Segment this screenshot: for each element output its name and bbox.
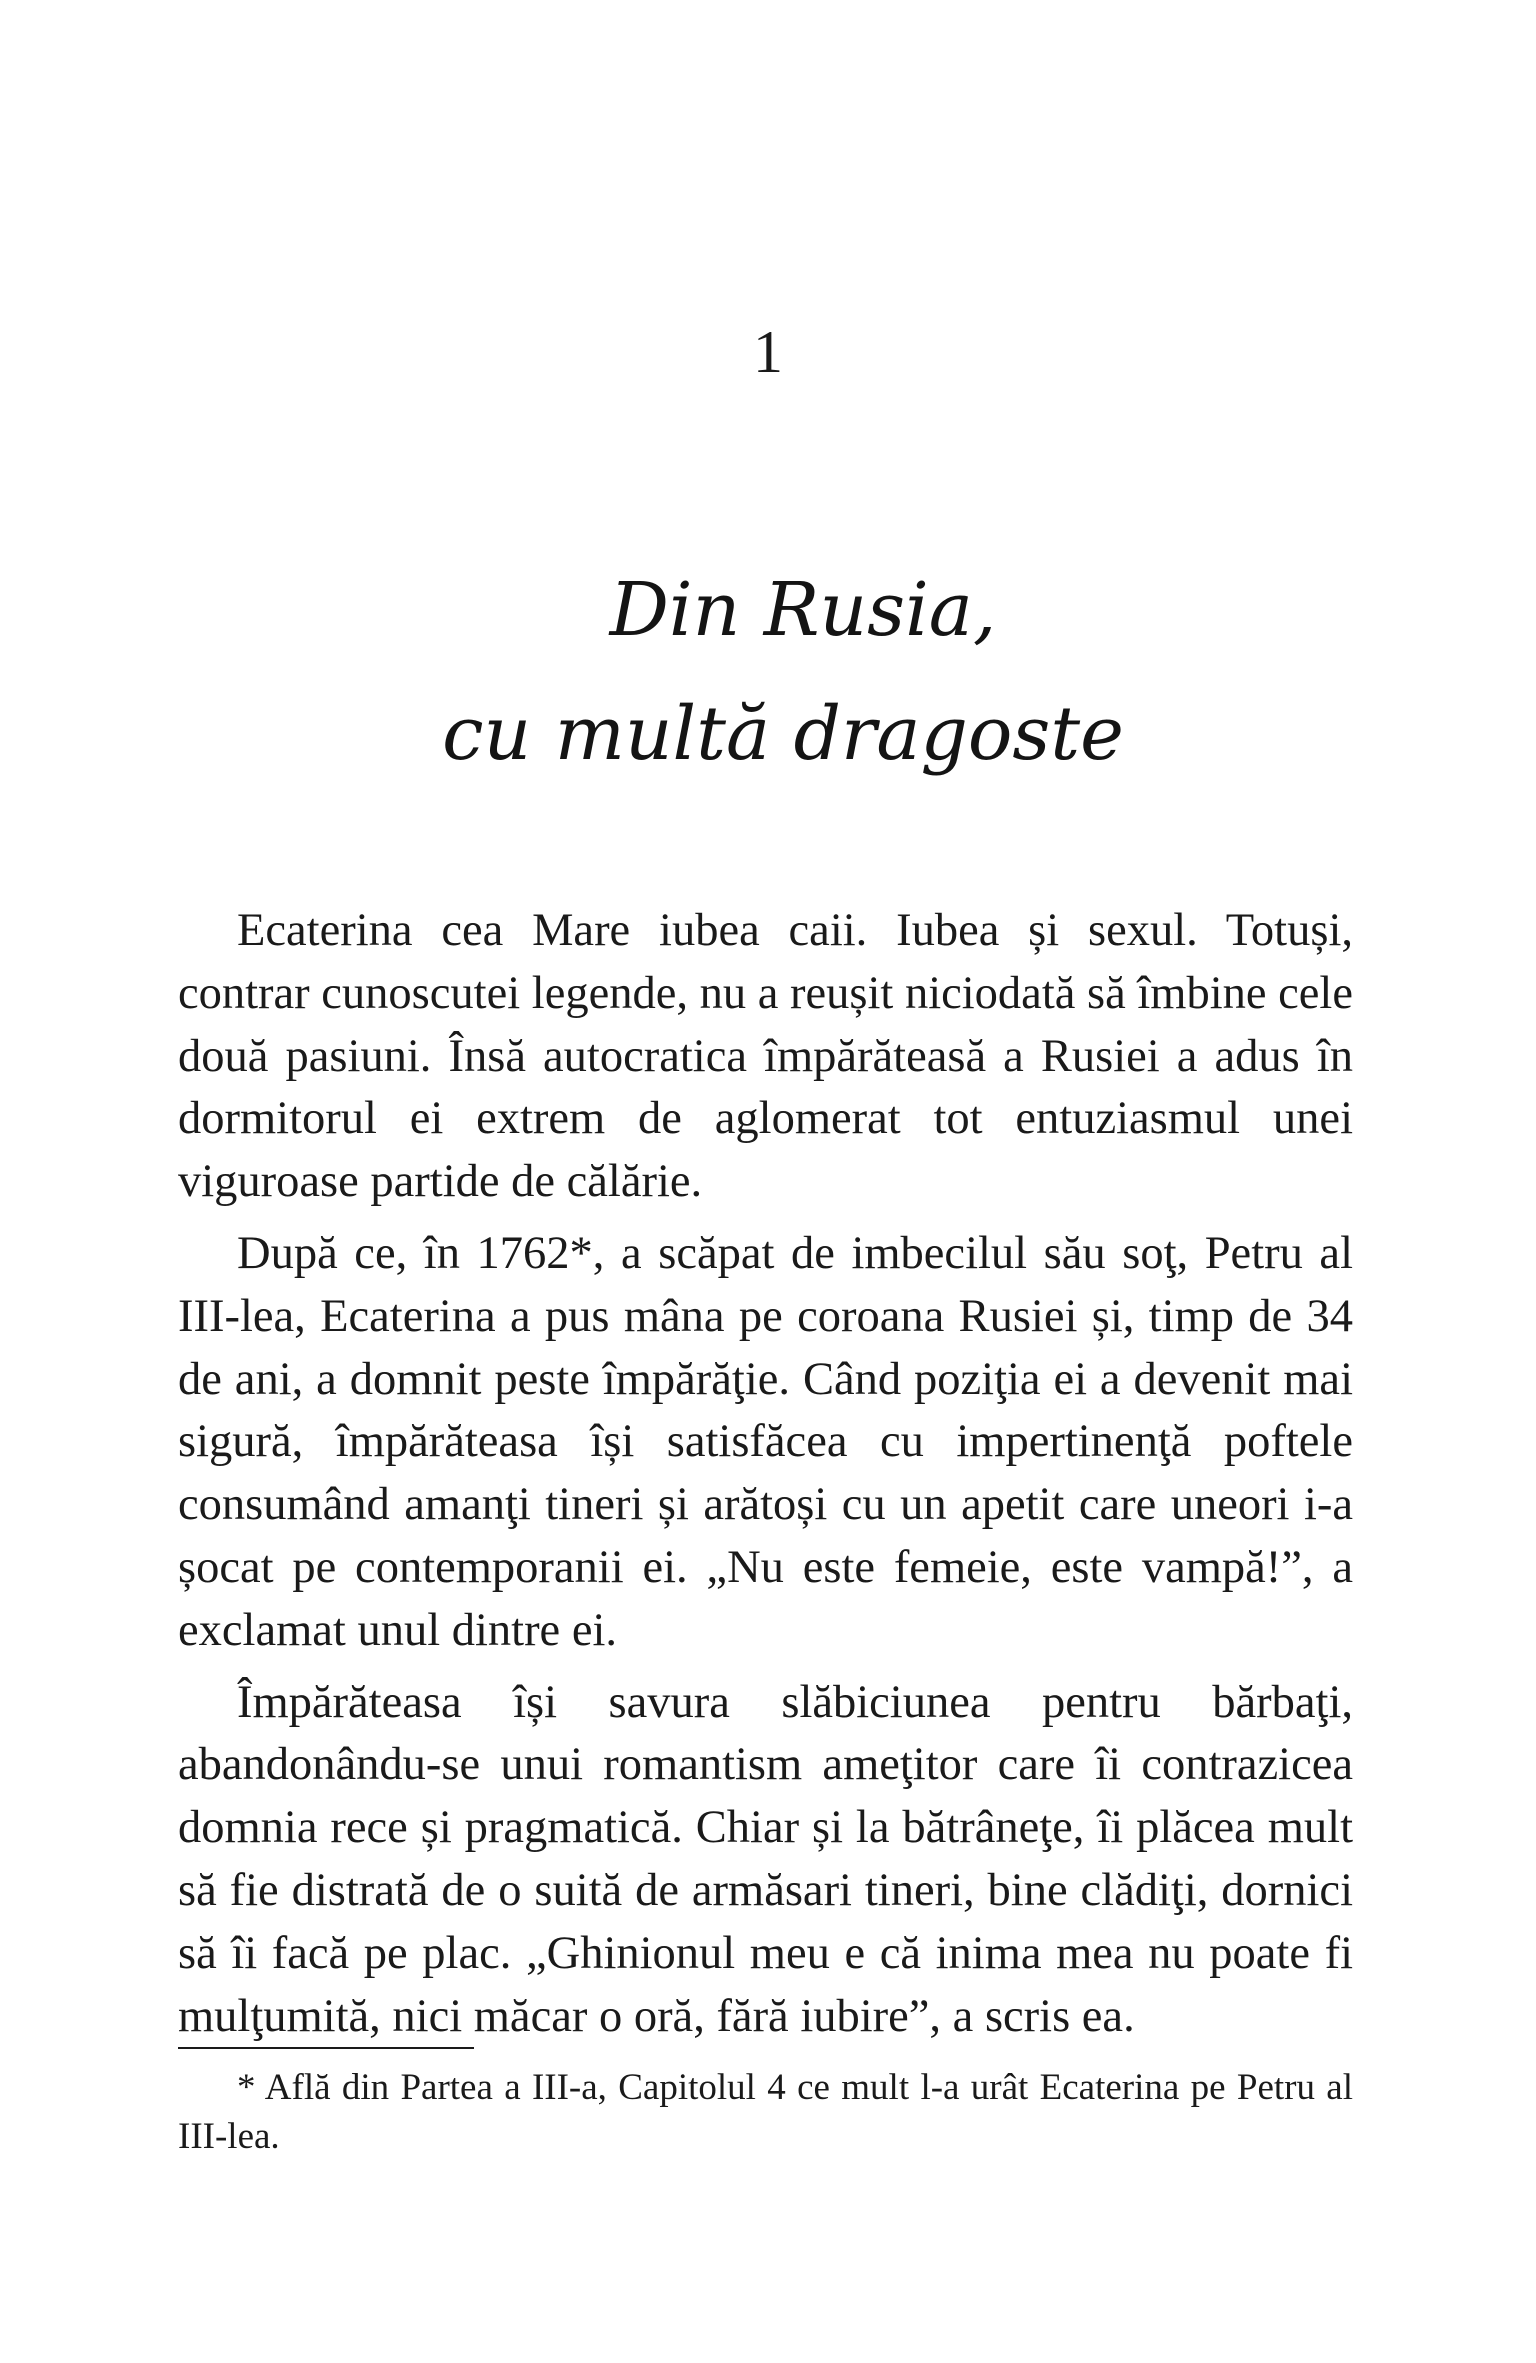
paragraph-3: Împărăteasa își savura slăbiciunea pentru bărbaţi, abandonându-se unui romantism ameţitor care îi contrazicea domnia rece și pragmatică. Chiar și la bătrâneţe, îi plăcea mult să fie distrată de o suită de armăsari tineri, bine clădiţi, dornici să îi facă pe plac. „Ghinionul meu e că inima mea nu poate fi mulţumită, nici măcar o oră, fără iubire”, a scris ea.: [178, 1676, 1353, 2042]
body-text: [178, 900, 1353, 2057]
footnote: * Află din Partea a III-a, Capitolul 4 ce mult l-a urât Ecaterina pe Petru al III-lea.: [178, 2067, 1353, 2157]
footnote-divider: [178, 2047, 474, 2049]
chapter-number: 1: [753, 319, 783, 385]
chapter-title-line-1: Din Rusia,: [609, 567, 997, 653]
chapter-title: [0, 548, 1536, 796]
paragraph-2: După ce, în 1762*, a scăpat de imbecilul său soţ, Petru al III-lea, Ecaterina a pus mâna pe coroana Rusiei și, timp de 34 de ani, a domnit peste împărăţie. Când poziţia ei a devenit mai sigură, împărăteasa își satisfăcea cu impertinenţă poftele consumând amanţi tineri și arătoși cu un apetit care uneori i-a șocat pe contemporanii ei. „Nu este femeie, este vampă!”, a exclamat unul dintre ei.: [178, 1227, 1353, 1656]
chapter-title-line-2: cu multă dragoste: [442, 691, 1124, 777]
paragraph-1: Ecaterina cea Mare iubea caii. Iubea și sexul. Totuși, contrar cunoscutei legende, nu a reușit niciodată să îmbine cele două pasiuni. Însă autocratica împărăteasă a Rusiei a adus în dormitorul ei extrem de aglomerat tot entuziasmul unei viguroase partide de călărie.: [178, 905, 1353, 1208]
